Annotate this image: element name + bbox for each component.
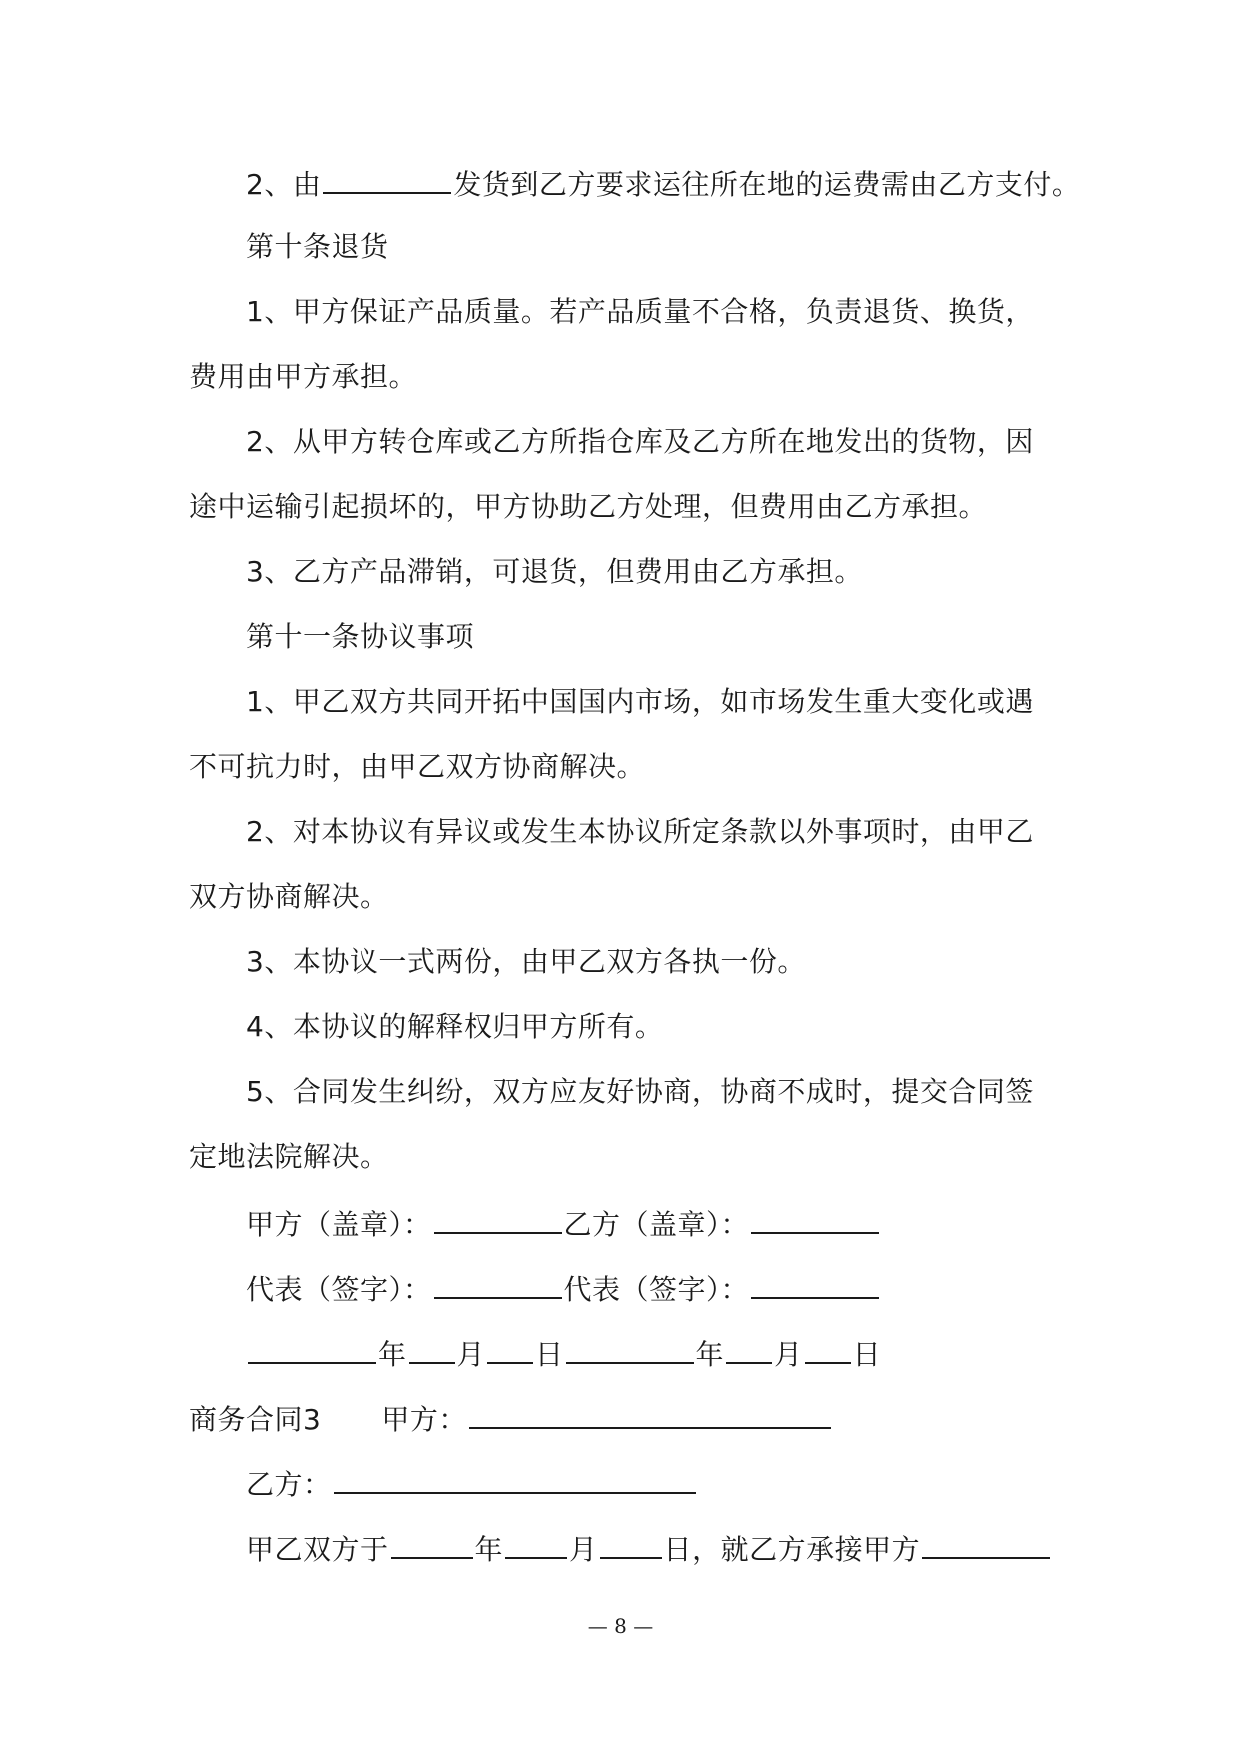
party-a-year-field[interactable] [248,1332,376,1364]
year-label: 年 [695,1338,725,1371]
day-field[interactable] [600,1527,662,1559]
clause-11-item-5-cont: 定地法院解决。 [189,1140,389,1173]
party-a-rep-label: 代表（签字）： [246,1273,432,1306]
clause-11-item-1-cont: 不可抗力时，由甲乙双方协商解决。 [189,750,646,783]
text: 甲乙双方于 [246,1533,389,1566]
seal-line [246,1202,881,1245]
party-b-rep-label: 代表（签字）： [563,1273,750,1306]
text: 发货到乙方要求运往所在地的运费需由乙方支付。 [453,168,1081,201]
contract-title: 商务合同3 [189,1403,322,1436]
clause-10-item-1-cont: 费用由甲方承担。 [189,360,418,393]
clause-10-item-2: 2、从甲方转仓库或乙方所指仓库及乙方所在地发出的货物，因 [246,425,1034,458]
text: ，就乙方承接甲方 [692,1533,921,1566]
party-b-seal-label: 乙方（盖章）： [563,1208,750,1241]
year-label: 年 [378,1338,407,1371]
year-label: 年 [474,1533,504,1566]
party-b-day-field[interactable] [805,1332,851,1364]
party-b-seal-field[interactable] [751,1202,879,1234]
party-a-rep-field[interactable] [434,1267,562,1299]
clause-10-item-2-cont: 途中运输引起损坏的，甲方协助乙方处理，但费用由乙方承担。 [189,490,988,523]
party-b-label: 乙方： [246,1468,332,1501]
party-a-day-field[interactable] [487,1332,533,1364]
clause-9-item-2 [246,162,1080,205]
party-a-seal-label: 甲方（盖章）： [246,1208,432,1241]
party-a-month-field[interactable] [409,1332,455,1364]
party-a-seal-field[interactable] [434,1202,562,1234]
article-11-heading: 第十一条协议事项 [246,620,475,653]
party-b-year-field[interactable] [566,1332,694,1364]
party-b-line [246,1462,698,1505]
signature-line [246,1267,881,1310]
clause-11-item-4: 4、本协议的解释权归甲方所有。 [246,1010,664,1043]
project-field[interactable] [922,1527,1050,1559]
party-a-field[interactable] [469,1397,831,1429]
clause-11-item-1: 1、甲乙双方共同开拓中国国内市场，如市场发生重大变化或遇 [246,685,1034,718]
day-label: 日 [852,1338,882,1371]
page-number: — 8 — [587,1614,654,1638]
clause-11-item-5: 5、合同发生纠纷，双方应友好协商，协商不成时，提交合同签 [246,1075,1034,1108]
year-field[interactable] [391,1527,473,1559]
clause-11-item-2: 2、对本协议有异议或发生本协议所定条款以外事项时，由甲乙 [246,815,1034,848]
clause-11-item-2-cont: 双方协商解决。 [189,880,389,913]
day-label: 日 [663,1533,693,1566]
blank-field[interactable] [323,162,451,194]
agreement-date-line [246,1527,1052,1570]
day-label: 日 [535,1338,564,1371]
month-field[interactable] [505,1527,567,1559]
article-10-heading: 第十条退货 [246,230,389,263]
contract-3-header [189,1397,833,1440]
month-label: 月 [569,1533,598,1566]
clause-10-item-1: 1、甲方保证产品质量。若产品质量不合格，负责退货、换货， [246,295,1034,328]
party-b-rep-field[interactable] [751,1267,879,1299]
text: 2、由 [246,168,322,201]
month-label: 月 [774,1338,803,1371]
party-b-field[interactable] [334,1462,696,1494]
month-label: 月 [456,1338,486,1371]
party-b-month-field[interactable] [726,1332,772,1364]
clause-11-item-3: 3、本协议一式两份，由甲乙双方各执一份。 [246,945,806,978]
clause-10-item-3: 3、乙方产品滞销，可退货，但费用由乙方承担。 [246,555,863,588]
date-line [246,1332,881,1375]
party-a-label: 甲方： [381,1403,467,1436]
